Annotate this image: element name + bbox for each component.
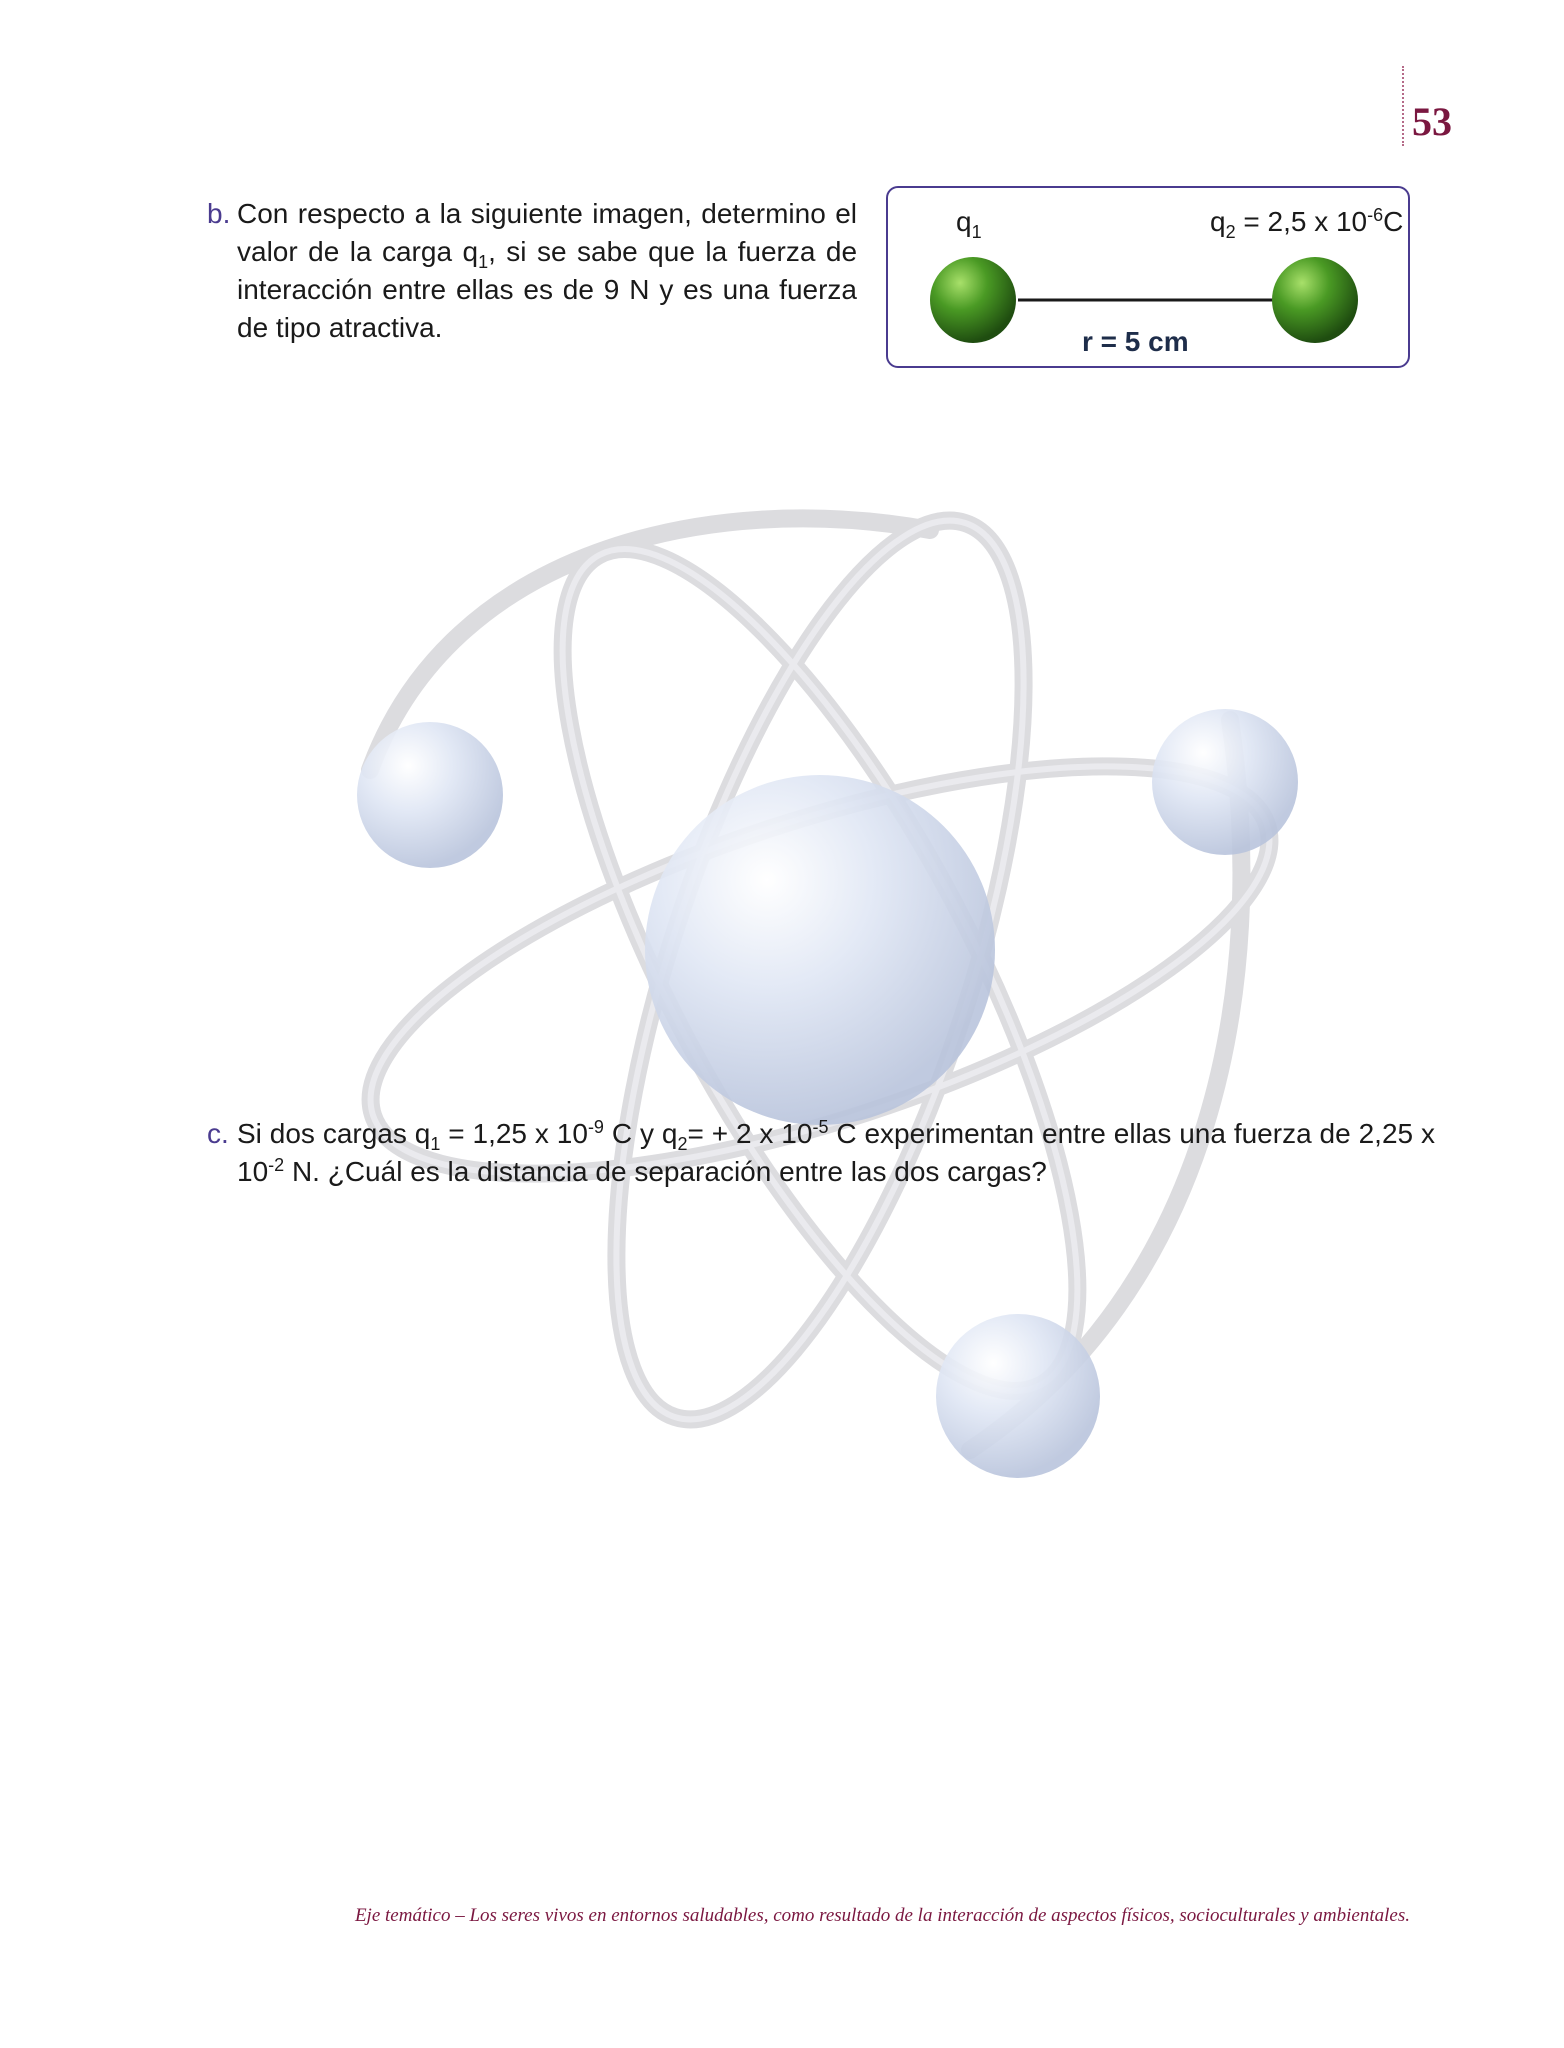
charge-q2-sphere [1272, 257, 1358, 343]
electron-sphere [936, 1314, 1100, 1478]
page-number: 53 [1412, 99, 1452, 144]
electron-sphere [1152, 709, 1298, 855]
atom-illustration [330, 470, 1310, 1500]
page-number-rule [1402, 66, 1404, 146]
charge-q1-sphere [930, 257, 1016, 343]
exercise-b-text: Con respecto a la siguiente imagen, determino el valor de la carga $q_1$, si se sabe que la fuerza de interacción entre ellas es de 9 N y es una fuerza de tipo atractiva. [237, 198, 858, 343]
distance-label: r = 5 cm [1082, 326, 1189, 357]
exercise-c-letter: c. [207, 1118, 229, 1149]
charges-diagram [886, 186, 1410, 368]
nucleus-sphere [645, 775, 995, 1125]
q1-label: $q_1$ [956, 206, 982, 242]
exercise-c-text: Si dos cargas $q_1 = 1,25$ x $10^{-9}$ C y $q_2= + 2$ x $10^{-5}$ C experimentan entre ellas una fuerza de 2,25 x $10^{-2}$ N. ¿Cuál es la distancia de separación entre las dos cargas? [237, 1117, 1435, 1187]
footer-text: Eje temático – Los seres vivos en entornos saludables, como resultado de la interacción de aspectos físicos, socioculturales y ambientales. [354, 1905, 1410, 1926]
q2-label: $q_2 = 2,5$ x $10^{-6}C$ [1210, 205, 1404, 242]
exercise-b-letter: b. [207, 198, 231, 229]
electron-sphere [357, 722, 503, 868]
